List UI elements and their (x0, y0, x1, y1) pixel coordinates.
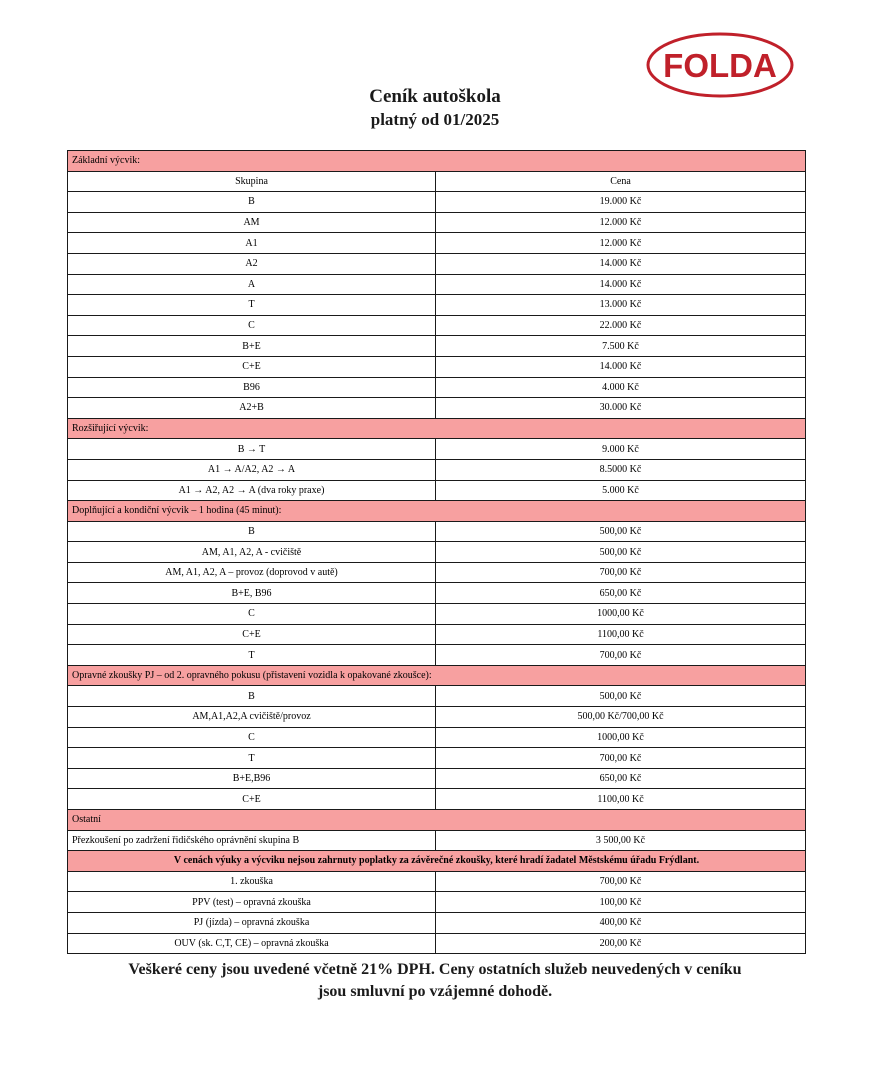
price-cell: 4.000 Kč (436, 377, 806, 398)
price-cell: 14.000 Kč (436, 356, 806, 377)
section-header-other (68, 810, 806, 831)
price-cell: 650,00 Kč (436, 583, 806, 604)
group-cell: C+E (68, 789, 436, 810)
price-cell: 22.000 Kč (436, 315, 806, 336)
table-row (68, 583, 806, 604)
price-cell: 12.000 Kč (436, 212, 806, 233)
table-row (68, 233, 806, 254)
price-cell: 5.000 Kč (436, 480, 806, 501)
table-row (68, 459, 806, 480)
group-cell: A1 (68, 233, 436, 254)
table-row (68, 542, 806, 563)
column-header: Skupina (68, 171, 436, 192)
table-row (68, 212, 806, 233)
price-cell: 500,00 Kč (436, 542, 806, 563)
table-row (68, 686, 806, 707)
price-cell: 650,00 Kč (436, 768, 806, 789)
group-cell: AM, A1, A2, A - cvičiště (68, 542, 436, 563)
group-cell: B (68, 192, 436, 213)
price-cell: 14.000 Kč (436, 253, 806, 274)
table-row (68, 624, 806, 645)
price-cell: 1000,00 Kč (436, 604, 806, 625)
table-row (68, 192, 806, 213)
group-cell: AM (68, 212, 436, 233)
group-cell: A1 → A2, A2 → A (dva roky praxe) (68, 480, 436, 501)
group-cell: T (68, 748, 436, 769)
fee-cell: PPV (test) – opravná zkouška (68, 892, 436, 913)
price-cell: 400,00 Kč (436, 912, 806, 933)
exam-fees-notice-row (68, 851, 806, 872)
table-row (68, 912, 806, 933)
table-row (68, 645, 806, 666)
table-row (68, 521, 806, 542)
price-cell: 1000,00 Kč (436, 727, 806, 748)
group-cell: AM,A1,A2,A cvičiště/provoz (68, 707, 436, 728)
table-row (68, 562, 806, 583)
price-cell: 30.000 Kč (436, 398, 806, 419)
group-cell: A (68, 274, 436, 295)
footnote-line-1: Veškeré ceny jsou uvedené včetně 21% DPH. Ceny ostatních služeb neuvedených v ceníku (128, 961, 742, 978)
table-row (68, 768, 806, 789)
table-row (68, 933, 806, 954)
section-title: Ostatní (68, 810, 806, 831)
section-title: Doplňující a kondiční výcvik – 1 hodina (45 minut): (68, 501, 806, 522)
group-cell: C (68, 315, 436, 336)
table-row (68, 274, 806, 295)
table-row (68, 727, 806, 748)
table-row (68, 707, 806, 728)
group-cell: C (68, 604, 436, 625)
page-title: Ceník autoškola (369, 86, 501, 107)
price-cell: 700,00 Kč (436, 871, 806, 892)
price-cell: 200,00 Kč (436, 933, 806, 954)
group-cell: T (68, 295, 436, 316)
price-cell: 500,00 Kč (436, 521, 806, 542)
price-cell: 700,00 Kč (436, 645, 806, 666)
table-row (68, 892, 806, 913)
price-cell: 700,00 Kč (436, 748, 806, 769)
group-cell: C+E (68, 624, 436, 645)
table-row (68, 356, 806, 377)
table-row (68, 439, 806, 460)
price-cell: 100,00 Kč (436, 892, 806, 913)
group-cell: Přezkoušení po zadržení řidičského oprávnění skupina B (68, 830, 436, 851)
section-title: Rozšiřující výcvik: (68, 418, 806, 439)
price-cell: 500,00 Kč (436, 686, 806, 707)
section-header-basic (68, 151, 806, 172)
table-row (68, 336, 806, 357)
logo-text: FOLDA (663, 47, 777, 84)
price-cell: 12.000 Kč (436, 233, 806, 254)
price-cell: 3 500,00 Kč (436, 830, 806, 851)
exam-fees-notice: V cenách výuky a výcviku nejsou zahrnuty poplatky za závěrečné zkoušky, které hradí žadatel Městskému úřadu Frýdlant. (68, 851, 806, 872)
price-cell: 1100,00 Kč (436, 624, 806, 645)
table-row (68, 480, 806, 501)
table-row (68, 871, 806, 892)
table-row (68, 748, 806, 769)
group-cell: AM, A1, A2, A – provoz (doprovod v autě) (68, 562, 436, 583)
price-cell: 14.000 Kč (436, 274, 806, 295)
table-row (68, 295, 806, 316)
footnote-line-2: jsou smluvní po vzájemné dohodě. (317, 983, 553, 1000)
fee-cell: 1. zkouška (68, 871, 436, 892)
table-row (68, 398, 806, 419)
section-header-supplementary (68, 501, 806, 522)
vat-footnote (0, 959, 870, 1003)
section-title: Opravné zkoušky PJ – od 2. opravného pokusu (přistavení vozidla k opakované zkoušce): (68, 665, 806, 686)
group-cell: C (68, 727, 436, 748)
price-cell: 8.5000 Kč (436, 459, 806, 480)
group-cell: T (68, 645, 436, 666)
column-header: Cena (436, 171, 806, 192)
price-cell: 700,00 Kč (436, 562, 806, 583)
table-row (68, 377, 806, 398)
price-table (67, 150, 806, 954)
fee-cell: OUV (sk. C,T, CE) – opravná zkouška (68, 933, 436, 954)
group-cell: B+E,B96 (68, 768, 436, 789)
group-cell: B → T (68, 439, 436, 460)
price-cell: 9.000 Kč (436, 439, 806, 460)
section-title: Základní výcvik: (68, 151, 806, 172)
group-cell: B96 (68, 377, 436, 398)
table-row (68, 315, 806, 336)
fee-cell: PJ (jízda) – opravná zkouška (68, 912, 436, 933)
table-row (68, 604, 806, 625)
group-cell: B (68, 521, 436, 542)
section-header-retake (68, 665, 806, 686)
page-subtitle: platný od 01/2025 (370, 110, 500, 129)
price-cell: 1100,00 Kč (436, 789, 806, 810)
table-row (68, 830, 806, 851)
group-cell: A2 (68, 253, 436, 274)
price-cell: 7.500 Kč (436, 336, 806, 357)
section-header-extension (68, 418, 806, 439)
price-cell: 13.000 Kč (436, 295, 806, 316)
group-cell: A1 → A/A2, A2 → A (68, 459, 436, 480)
group-cell: A2+B (68, 398, 436, 419)
column-header-row (68, 171, 806, 192)
table-row (68, 253, 806, 274)
group-cell: B+E (68, 336, 436, 357)
group-cell: B (68, 686, 436, 707)
group-cell: C+E (68, 356, 436, 377)
price-cell: 500,00 Kč/700,00 Kč (436, 707, 806, 728)
table-row (68, 789, 806, 810)
price-cell: 19.000 Kč (436, 192, 806, 213)
group-cell: B+E, B96 (68, 583, 436, 604)
